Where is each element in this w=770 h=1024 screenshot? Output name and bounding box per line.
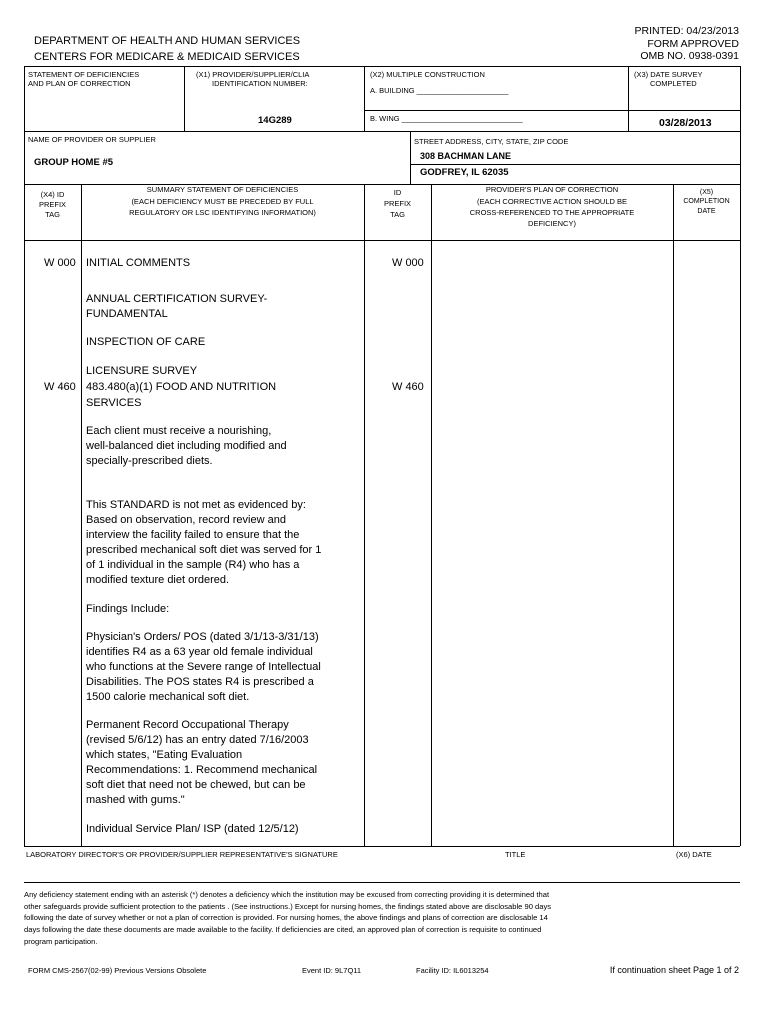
tag-w460-right: W 460 xyxy=(392,381,424,393)
deficiency-footnote xyxy=(24,889,551,948)
tag-w000: W 000 xyxy=(44,257,76,269)
text-line: (revised 5/6/12) has an entry dated 7/16/2003 xyxy=(86,734,309,746)
plan-header-2: (EACH CORRECTIVE ACTION SHOULD BE xyxy=(476,197,628,206)
footnote-line: following the date of survey whether or not a plan of correction is provided. For nursing homes, the above findings and plans of correction are disclosable 14 xyxy=(24,913,548,923)
x4-header-2: PREFIX xyxy=(38,200,67,209)
text-line: specially-prescribed diets. xyxy=(86,455,213,467)
printed-date: PRINTED: 04/23/2013 xyxy=(634,25,739,37)
x5-header-3: DATE xyxy=(697,208,716,215)
continuation-sheet: If continuation sheet Page 1 of 2 xyxy=(609,965,739,975)
address-label: STREET ADDRESS, CITY, STATE, ZIP CODE xyxy=(414,137,569,146)
x5-header-2: COMPLETION xyxy=(683,198,730,205)
x3-label-1: (X3) DATE SURVEY xyxy=(634,70,703,79)
text-line: well-balanced diet including modified and xyxy=(86,440,287,452)
summary-header-2: (EACH DEFICIENCY MUST BE PRECEDED BY FULL xyxy=(131,197,314,206)
x5-header-1: (X5) xyxy=(699,189,714,196)
summary-header-1: SUMMARY STATEMENT OF DEFICIENCIES xyxy=(146,185,299,194)
provider-name: GROUP HOME #5 xyxy=(34,157,114,168)
inspection-of-care: INSPECTION OF CARE xyxy=(86,336,206,348)
title-label: TITLE xyxy=(505,850,526,859)
text-line: Recommendations: 1. Recommend mechanical xyxy=(86,764,318,776)
event-id: Event ID: 9L7Q11 xyxy=(302,966,362,975)
text-line: soft diet that need not be chewed, but can be xyxy=(86,779,306,791)
paragraph-occupational-therapy xyxy=(86,718,344,808)
plan-header-1: PROVIDER'S PLAN OF CORRECTION xyxy=(485,185,619,194)
omb-number: OMB NO. 0938-0391 xyxy=(640,50,739,62)
paragraph-physician-orders xyxy=(86,630,344,705)
summary-header-3: REGULATORY OR LSC IDENTIFYING INFORMATION) xyxy=(129,208,316,217)
text-line: Each client must receive a nourishing, xyxy=(86,425,272,437)
street-address: 308 BACHMAN LANE xyxy=(420,151,512,161)
text-line: Permanent Record Occupational Therapy xyxy=(86,719,289,731)
city-state-zip: GODFREY, IL 62035 xyxy=(420,167,509,178)
statement-label-2: AND PLAN OF CORRECTION xyxy=(28,79,131,88)
footnote-line: days following the date these documents are made available to the facility. If deficiencies are cited, an approved plan of correction is requisite to continued xyxy=(24,925,542,935)
text-line: Disabilities. The POS states R4 is prescribed a xyxy=(86,676,314,688)
paragraph-diet-requirement xyxy=(86,424,344,469)
plan-header-3: CROSS-REFERENCED TO THE APPROPRIATE xyxy=(469,208,635,217)
licensure-survey: LICENSURE SURVEY xyxy=(86,365,198,377)
text-line: 1500 calorie mechanical soft diet. xyxy=(86,691,250,703)
tag-w460: W 460 xyxy=(44,381,76,393)
text-line: interview the facility failed to ensure that the xyxy=(86,529,300,541)
findings-include: Findings Include: xyxy=(86,603,170,615)
text-line: which states, "Eating Evaluation xyxy=(86,749,243,761)
id-header-3: TAG xyxy=(390,210,405,219)
text-line: mashed with gums." xyxy=(86,794,185,806)
initial-comments: INITIAL COMMENTS xyxy=(86,257,191,269)
statement-label-1: STATEMENT OF DEFICIENCIES xyxy=(28,70,140,79)
text-line: Physician's Orders/ POS (dated 3/1/13-3/31/13) xyxy=(86,631,319,643)
survey-completed-date: 03/28/2013 xyxy=(659,117,712,129)
footnote-line: Any deficiency statement ending with an asterisk (*) denotes a deficiency which the institution may be excused from correcting providing it is determined that xyxy=(24,890,550,899)
text-line: modified texture diet ordered. xyxy=(86,574,230,586)
wing-field: B. WING _____________________________ xyxy=(370,114,523,123)
x4-header-1: (X4) ID xyxy=(40,190,65,199)
form-number: FORM CMS-2567(02-99) Previous Versions Obsolete xyxy=(28,966,207,975)
x1-label-1: (X1) PROVIDER/SUPPLIER/CLIA xyxy=(196,70,310,79)
department-name: DEPARTMENT OF HEALTH AND HUMAN SERVICES xyxy=(34,35,301,47)
signature-date-label: (X6) DATE xyxy=(676,850,712,859)
agency-name: CENTERS FOR MEDICARE & MEDICAID SERVICES xyxy=(34,51,300,63)
regulation-line-1: 483.480(a)(1) FOOD AND NUTRITION xyxy=(86,381,277,393)
text-line: This STANDARD is not met as evidenced by: xyxy=(86,499,306,511)
form-approved: FORM APPROVED xyxy=(647,38,739,50)
paragraph-standard-not-met xyxy=(86,498,344,588)
text-line: of 1 individual in the sample (R4) who has a xyxy=(86,559,300,571)
id-header-1: ID xyxy=(393,188,402,197)
text-line: Based on observation, record review and xyxy=(86,514,286,526)
text-line: prescribed mechanical soft diet was served for 1 xyxy=(86,544,322,556)
individual-service-plan: Individual Service Plan/ ISP (dated 12/5/12) xyxy=(86,823,299,835)
text-line: identifies R4 as a 63 year old female individual xyxy=(86,646,313,658)
x1-label-2: IDENTIFICATION NUMBER: xyxy=(212,79,308,88)
x4-header-3: TAG xyxy=(45,210,60,219)
tag-w000-right: W 000 xyxy=(392,257,424,269)
x1-clia-number: 14G289 xyxy=(258,115,292,126)
footnote-line: program participation. xyxy=(24,936,98,946)
id-header-2: PREFIX xyxy=(383,199,412,208)
facility-id: Facility ID: IL6013254 xyxy=(416,966,489,975)
building-field: A. BUILDING ______________________ xyxy=(370,86,509,95)
x3-label-2: COMPLETED xyxy=(650,79,697,88)
text-line: who functions at the Severe range of Intellectual xyxy=(86,661,321,673)
regulation-line-2: SERVICES xyxy=(86,397,142,409)
x2-label: (X2) MULTIPLE CONSTRUCTION xyxy=(370,70,485,79)
annual-survey-line-2: FUNDAMENTAL xyxy=(86,308,168,320)
footnote-line: other safeguards provide sufficient protection to the patients . (See instructions.) Except for nursing homes, the findings stated above are disclosable 90 days xyxy=(24,901,552,911)
director-signature-label: LABORATORY DIRECTOR'S OR PROVIDER/SUPPLIER REPRESENTATIVE'S SIGNATURE xyxy=(26,850,338,859)
provider-name-label: NAME OF PROVIDER OR SUPPLIER xyxy=(28,135,156,144)
plan-header-4: DEFICIENCY) xyxy=(528,219,576,228)
annual-survey-line-1: ANNUAL CERTIFICATION SURVEY- xyxy=(86,293,268,305)
